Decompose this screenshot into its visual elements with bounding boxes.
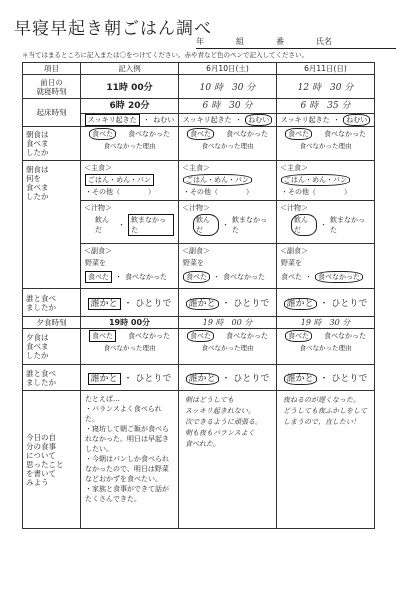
day1-dinner-time[interactable]: 19 時 00 分 — [179, 317, 277, 329]
day1-breakfast-ate[interactable]: 食べた 食べなかった 食べなかった理由 — [179, 127, 277, 161]
day2-reflection[interactable]: 夜ねるのが遅くなった。 どうしても夜ふかしをして しまうので、直したい！ — [277, 391, 375, 529]
example-dinner-time: 19時 00分 — [81, 317, 179, 329]
example-breakfast-ate: 食べた 食べなかった 食べなかった理由 — [81, 127, 179, 161]
day2-wake[interactable]: 6 時 35 分 スッキリ起きた ・ ねむい — [277, 99, 375, 127]
label-breakfast-ate: 朝食は 食べま したか — [23, 127, 81, 161]
class-label: 組 — [236, 37, 244, 46]
name-bar — [196, 36, 396, 49]
example-who-dinner: 誰かと ・ ひとりで — [81, 365, 179, 391]
label-reflection: 今日の自 分の食事 について 思ったこと を書いて みよう — [23, 391, 81, 529]
example-who-breakfast: 誰かと ・ ひとりで — [81, 289, 179, 317]
day2-dinner-ate[interactable]: 食べた 食べなかった 食べなかった理由 — [277, 329, 375, 365]
day1-reflection[interactable]: 朝はどうしても スッキリ起きれない。 次できるように頑張る。 朝も夜もバランスよく 食べれた。 — [179, 391, 277, 529]
example-dinner-ate: 食べた 食べなかった 食べなかった理由 — [81, 329, 179, 365]
example-breakfast-what: ＜主食＞ ごはん・めん・パン ・その他（ ） ＜汁物＞ 飲んだ ・ 飲まなかった ＜副食＞ 野菜を 食べた ・ 食べなかった — [81, 161, 179, 289]
day2-who-dinner[interactable]: 誰かと ・ ひとりで — [277, 365, 375, 391]
day1-breakfast-what[interactable]: ＜主食＞ ごはん・めん・パン ・その他（ ） ＜汁物＞ 飲んだ ・ 飲まなかった ＜副食＞ 野菜を 食べた ・ 食べなかった — [179, 161, 277, 289]
day2-breakfast-what[interactable]: ＜主食＞ ごはん・めん・パン ・その他（ ） ＜汁物＞ 飲んだ ・ 飲まなかった ＜副食＞ 野菜を 食べた ・ 食べなかった — [277, 161, 375, 289]
label-bedtime: 前日の 就寝時刻 — [23, 75, 81, 99]
label-wake: 起床時刻 — [23, 99, 81, 127]
instruction-note: ＊当てはまるところに記入または〇をつけてください。赤や青など色のペンで記入してください。 — [22, 51, 308, 59]
example-bedtime: 11時 00分 — [81, 75, 179, 99]
number-label: 番 — [276, 37, 284, 46]
example-wake: 6時 20分 スッキリ起きた ・ ねむい — [81, 99, 179, 127]
day1-dinner-ate[interactable]: 食べた 食べなかった 食べなかった理由 — [179, 329, 277, 365]
survey-table — [22, 62, 375, 529]
day2-dinner-time[interactable]: 19 時 30 分 — [277, 317, 375, 329]
header-item: 項目 — [23, 63, 81, 75]
label-breakfast-what: 朝食は 何を 食べま したか — [23, 161, 81, 289]
day1-who-breakfast[interactable]: 誰かと ・ ひとりで — [179, 289, 277, 317]
day1-bedtime[interactable]: 10 時 30 分 — [179, 75, 277, 99]
label-who-dinner: 誰と食べ ましたか — [23, 365, 81, 391]
label-dinner-time: 夕食時刻 — [23, 317, 81, 329]
header-day1: 6月10日(土) — [179, 63, 277, 75]
year-label: 年 — [196, 37, 204, 46]
day2-bedtime[interactable]: 12 時 30 分 — [277, 75, 375, 99]
example-reflection: たとえば… ・バランスよく食べられた。 ・寝坊して朝ご飯が食べられなかった。明日は早起きしたい。 ・今朝はパンしか食べられなかったので、明日は野菜などおかずを食べたい。 ・家族と食事ができて話がたくさんできた。 — [81, 391, 179, 529]
day2-breakfast-ate[interactable]: 食べた 食べなかった 食べなかった理由 — [277, 127, 375, 161]
header-example: 記入例 — [81, 63, 179, 75]
page-title: 早寝早起き朝ごはん調べ — [14, 19, 212, 39]
day1-who-dinner[interactable]: 誰かと ・ ひとりで — [179, 365, 277, 391]
name-label[interactable]: 氏名 — [316, 37, 332, 46]
label-who-breakfast: 誰と食べ ましたか — [23, 289, 81, 317]
label-dinner-ate: 夕食は 食べま したか — [23, 329, 81, 365]
day2-who-breakfast[interactable]: 誰かと ・ ひとりで — [277, 289, 375, 317]
header-day2: 6月11日(日) — [277, 63, 375, 75]
day1-wake[interactable]: 6 時 30 分 スッキリ起きた ・ ねむい — [179, 99, 277, 127]
